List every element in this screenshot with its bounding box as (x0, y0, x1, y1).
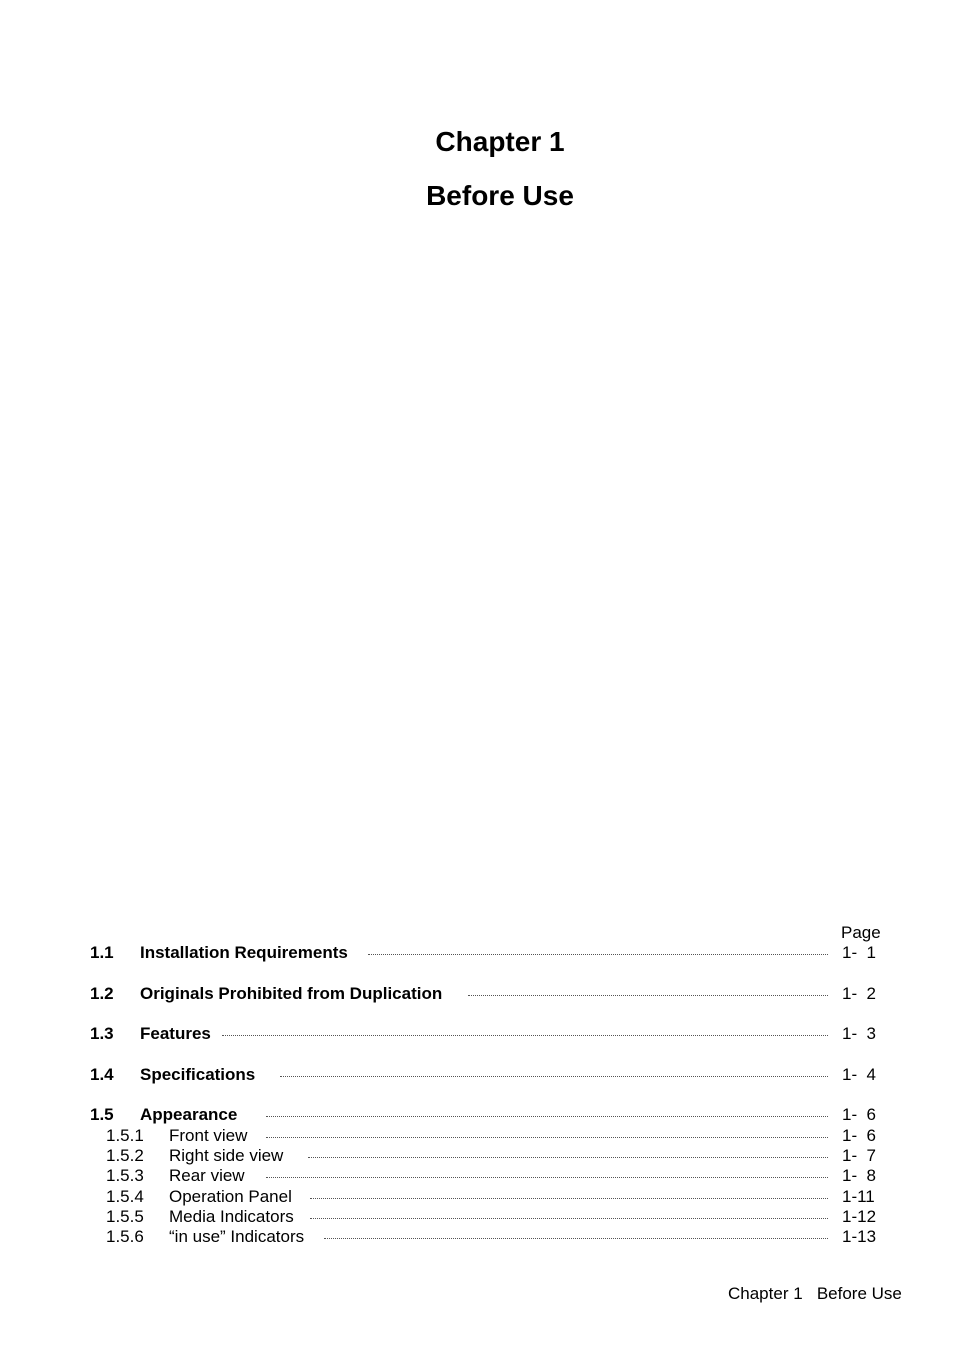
toc-dot-leader (368, 954, 828, 955)
page-footer: Chapter 1 Before Use (728, 1284, 902, 1303)
toc-entry-number: 1.5.1 (106, 1126, 144, 1145)
toc-entry-number: 1.5.2 (106, 1146, 144, 1165)
toc-dot-leader (280, 1076, 828, 1077)
chapter-subtitle: Before Use (426, 180, 574, 211)
toc-subentry[interactable] (0, 1187, 954, 1207)
toc-subentry[interactable] (0, 1126, 954, 1146)
toc-entry-title: Features (140, 1024, 211, 1043)
toc-entry-number: 1.5.5 (106, 1207, 144, 1226)
toc-entry-page: 1- 7 (842, 1146, 877, 1165)
toc-subentry[interactable] (0, 1166, 954, 1186)
toc-entry-page: 1- 4 (842, 1065, 877, 1084)
toc-entry[interactable] (0, 1105, 954, 1125)
chapter-title: Chapter 1 (435, 126, 565, 157)
toc-entry-number: 1.4 (90, 1065, 114, 1084)
toc-entry-title: Operation Panel (169, 1187, 292, 1206)
toc-entry-number: 1.1 (90, 943, 114, 962)
toc-entry-page: 1- 6 (842, 1126, 877, 1145)
toc-subentry[interactable] (0, 1146, 954, 1166)
toc-entry-page: 1- 1 (842, 943, 877, 962)
toc-dot-leader (266, 1116, 828, 1117)
toc-entry[interactable] (0, 984, 954, 1004)
toc-entry-page: 1-11 (842, 1187, 875, 1206)
toc-entry-page: 1-13 (842, 1227, 877, 1246)
toc-entry-title: Appearance (140, 1105, 238, 1124)
toc-dot-leader (266, 1177, 828, 1178)
toc-entry-number: 1.5.3 (106, 1166, 144, 1185)
toc-entry-title: Right side view (169, 1146, 284, 1165)
toc-entry-number: 1.5.4 (106, 1187, 144, 1206)
toc-entry-number: 1.3 (90, 1024, 114, 1043)
toc-entry-title: Specifications (140, 1065, 256, 1084)
toc-page-column-header: Page (841, 923, 881, 942)
toc-entry-page: 1-12 (842, 1207, 877, 1226)
toc-entry-page: 1- 2 (842, 984, 877, 1003)
toc-entry-number: 1.2 (90, 984, 114, 1003)
toc-entry-title: Installation Requirements (140, 943, 348, 962)
toc-entry-page: 1- 8 (842, 1166, 877, 1185)
toc-entry[interactable] (0, 1024, 954, 1044)
toc-entry-page: 1- 6 (842, 1105, 877, 1124)
toc-entry-page: 1- 3 (842, 1024, 877, 1043)
toc-dot-leader (468, 995, 828, 996)
toc-subentry[interactable] (0, 1227, 954, 1247)
toc-dot-leader (308, 1157, 828, 1158)
toc-dot-leader (266, 1137, 828, 1138)
toc-entry-title: Originals Prohibited from Duplication (140, 984, 443, 1003)
toc-dot-leader (222, 1035, 828, 1036)
toc-entry-number: 1.5 (90, 1105, 114, 1124)
toc-dot-leader (310, 1198, 828, 1199)
toc-entry-title: Rear view (169, 1166, 245, 1185)
toc-subentry[interactable] (0, 1207, 954, 1227)
toc-entry[interactable] (0, 943, 954, 963)
toc-entry-title: “in use” Indicators (169, 1227, 305, 1246)
toc-entry-title: Media Indicators (169, 1207, 294, 1226)
toc-dot-leader (324, 1238, 828, 1239)
toc-dot-leader (310, 1218, 828, 1219)
toc-entry[interactable] (0, 1065, 954, 1085)
toc-entry-title: Front view (169, 1126, 248, 1145)
toc-entry-number: 1.5.6 (106, 1227, 144, 1246)
